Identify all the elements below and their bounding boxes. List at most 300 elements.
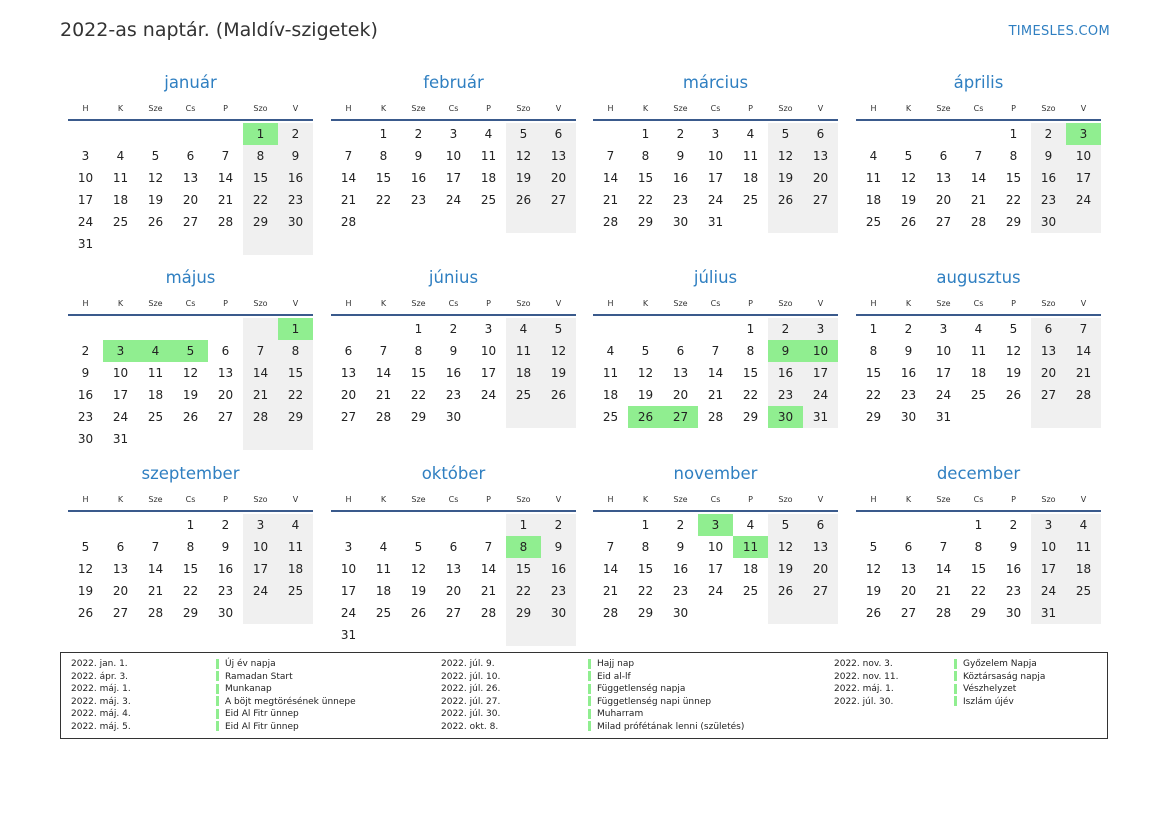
day-cell: 20	[672, 388, 689, 402]
day-cell: 4	[506, 318, 541, 340]
holiday-marker-icon	[216, 696, 219, 706]
day-cell: 12	[900, 171, 917, 185]
day-cell	[803, 602, 838, 624]
day-cell: 7	[243, 340, 278, 362]
day-cell: 13	[182, 171, 199, 185]
weekday-label: K	[380, 495, 387, 504]
legend-date: 2022. máj. 1.	[71, 684, 131, 695]
day-cell: 5	[869, 540, 878, 554]
day-cell	[541, 406, 576, 428]
day-cell: 31	[77, 237, 94, 251]
week-row	[68, 318, 313, 340]
weekday-label: P	[223, 104, 228, 113]
day-cell: 10	[1031, 536, 1066, 558]
legend-date: 2022. máj. 1.	[834, 684, 894, 695]
week-row	[331, 167, 576, 189]
day-cell: 24	[803, 384, 838, 406]
day-cell: 23	[900, 388, 917, 402]
day-cell: 20	[803, 167, 838, 189]
week-row	[856, 384, 1101, 406]
day-cell: 22	[865, 388, 882, 402]
legend-holiday-name: Eid Al Fitr ünnep	[225, 709, 299, 720]
weekday-label: Sze	[673, 495, 688, 504]
week-row	[593, 189, 838, 211]
day-cell: 26	[1005, 388, 1022, 402]
day-cell: 16	[1005, 562, 1022, 576]
weekday-label: Sze	[936, 104, 951, 113]
day-cell: 5	[173, 340, 208, 362]
weekday-label: V	[817, 299, 824, 308]
weekday-label: P	[748, 299, 753, 308]
day-cell: 13	[935, 171, 952, 185]
weekday-label: Cs	[710, 104, 721, 113]
day-cell: 26	[865, 606, 882, 620]
day-cell: 28	[217, 215, 234, 229]
day-cell: 25	[865, 215, 882, 229]
day-cell: 1	[869, 322, 878, 336]
day-cell: 10	[480, 344, 497, 358]
month-name: augusztus	[936, 268, 1021, 287]
week-row	[856, 514, 1101, 536]
day-cell	[803, 211, 838, 233]
day-cell: 15	[637, 171, 654, 185]
day-cell	[138, 318, 173, 340]
day-cell: 30	[900, 410, 917, 424]
holiday-marker-icon	[216, 709, 219, 719]
day-cell: 16	[77, 388, 94, 402]
holiday-marker-icon	[588, 696, 591, 706]
legend-entry	[216, 683, 356, 696]
week-row	[331, 558, 576, 580]
day-cell: 30	[278, 211, 313, 233]
holiday-marker-icon	[954, 684, 957, 694]
day-cell: 29	[506, 602, 541, 624]
legend-entry	[954, 658, 1045, 671]
day-cell: 21	[340, 193, 357, 207]
day-cell: 24	[112, 410, 129, 424]
day-cell: 2	[1031, 123, 1066, 145]
legend-entry	[216, 721, 356, 734]
week-row	[331, 602, 576, 624]
day-cell: 22	[182, 584, 199, 598]
day-cell: 5	[506, 123, 541, 145]
day-cell	[366, 514, 401, 536]
week-row	[68, 580, 313, 602]
day-cell: 20	[935, 193, 952, 207]
day-cell: 18	[602, 388, 619, 402]
weekday-label: Cs	[448, 495, 459, 504]
legend-entry	[588, 683, 744, 696]
day-cell: 19	[865, 584, 882, 598]
day-cell: 8	[186, 540, 195, 554]
day-cell	[1066, 406, 1101, 428]
day-cell: 7	[379, 344, 388, 358]
day-cell: 4	[116, 149, 125, 163]
day-cell: 9	[768, 340, 803, 362]
weekday-label: P	[1011, 104, 1016, 113]
day-cell: 6	[221, 344, 230, 358]
day-cell: 29	[637, 215, 654, 229]
week-row	[68, 558, 313, 580]
week-row	[331, 211, 576, 233]
day-cell	[541, 211, 576, 233]
legend-holiday-name: Hajj nap	[597, 659, 635, 669]
day-cell	[698, 318, 733, 340]
day-cell: 27	[663, 406, 698, 428]
day-cell: 5	[904, 149, 913, 163]
weekday-label: P	[486, 104, 491, 113]
day-cell: 29	[182, 606, 199, 620]
day-cell	[733, 602, 768, 624]
holiday-marker-icon	[588, 671, 591, 681]
weekday-label: H	[345, 495, 352, 504]
day-cell: 17	[803, 362, 838, 384]
day-cell: 9	[541, 536, 576, 558]
day-cell	[243, 602, 278, 624]
day-cell: 26	[77, 606, 94, 620]
day-cell: 7	[1066, 318, 1101, 340]
day-cell: 8	[641, 540, 650, 554]
day-cell: 9	[81, 366, 90, 380]
day-cell: 12	[182, 366, 199, 380]
weekday-label: K	[905, 299, 912, 308]
day-cell: 11	[733, 536, 768, 558]
weekday-label: V	[817, 495, 824, 504]
day-cell: 26	[541, 384, 576, 406]
month-block	[68, 268, 313, 450]
month-name: szeptember	[141, 464, 240, 483]
day-cell: 5	[768, 123, 803, 145]
day-cell: 3	[1066, 123, 1101, 145]
week-row	[68, 167, 313, 189]
day-cell: 26	[506, 189, 541, 211]
day-cell: 1	[243, 123, 278, 145]
legend-date-column	[71, 658, 131, 734]
legend-date-column	[441, 658, 500, 734]
day-cell: 12	[410, 562, 427, 576]
week-row	[593, 558, 838, 580]
day-cell: 26	[768, 580, 803, 602]
day-cell: 13	[340, 366, 357, 380]
weekday-label: K	[117, 495, 124, 504]
month-name: február	[423, 73, 484, 92]
weekday-label: V	[1080, 495, 1087, 504]
day-cell: 28	[147, 606, 164, 620]
weekday-label: Cs	[973, 299, 984, 308]
day-cell: 9	[1031, 145, 1066, 167]
weekday-label: K	[117, 104, 124, 113]
day-cell	[698, 602, 733, 624]
week-row	[68, 384, 313, 406]
day-cell: 25	[970, 388, 987, 402]
week-row	[331, 624, 576, 646]
day-cell: 6	[904, 540, 913, 554]
legend-holiday-name: Új év napja	[225, 659, 276, 669]
week-row	[856, 318, 1101, 340]
day-cell	[243, 428, 278, 450]
day-cell: 5	[641, 344, 650, 358]
day-cell: 16	[768, 362, 803, 384]
day-cell	[208, 318, 243, 340]
weekday-label: P	[748, 495, 753, 504]
day-cell: 8	[974, 540, 983, 554]
day-cell: 22	[243, 189, 278, 211]
day-cell: 9	[278, 145, 313, 167]
week-row	[331, 536, 576, 558]
day-cell: 18	[742, 171, 759, 185]
weekday-label: Szo	[778, 299, 793, 308]
day-cell: 14	[970, 171, 987, 185]
day-cell: 7	[606, 149, 615, 163]
day-cell	[506, 406, 541, 428]
week-row	[593, 362, 838, 384]
weekday-label: V	[555, 299, 562, 308]
day-cell: 20	[1031, 362, 1066, 384]
day-cell	[173, 233, 208, 255]
day-cell	[401, 624, 436, 646]
day-cell: 25	[1066, 580, 1101, 602]
day-cell: 8	[506, 536, 541, 558]
legend-date: 2022. máj. 5.	[71, 721, 131, 732]
day-cell: 31	[935, 410, 952, 424]
day-cell: 6	[1031, 318, 1066, 340]
day-cell	[173, 123, 208, 145]
legend-holiday-name: Milad prófétának lenni (születés)	[597, 721, 745, 732]
day-cell: 15	[742, 366, 759, 380]
day-cell: 8	[278, 340, 313, 362]
day-cell: 17	[1066, 167, 1101, 189]
legend-holiday-name: Ramadan Start	[225, 671, 293, 682]
holiday-legend	[60, 652, 1108, 739]
day-cell: 24	[707, 584, 724, 598]
weekday-label: V	[1080, 104, 1087, 113]
day-cell: 22	[278, 384, 313, 406]
legend-date: 2022. ápr. 3.	[71, 671, 129, 682]
day-cell: 30	[1005, 606, 1022, 620]
weekday-label: H	[82, 299, 89, 308]
day-cell: 11	[278, 536, 313, 558]
site-link[interactable]: TIMESLES.COM	[1008, 24, 1110, 39]
day-cell: 11	[602, 366, 619, 380]
day-cell: 1	[414, 322, 423, 336]
weekday-label: H	[870, 299, 877, 308]
week-row	[593, 318, 838, 340]
weekday-label: Szo	[1041, 104, 1056, 113]
day-cell: 4	[974, 322, 983, 336]
legend-date: 2022. júl. 27.	[441, 696, 501, 707]
legend-entry	[954, 696, 1045, 709]
day-cell: 25	[375, 606, 392, 620]
day-cell: 9	[221, 540, 230, 554]
weekday-label: Sze	[148, 104, 163, 113]
weekday-header	[856, 103, 1101, 121]
day-cell: 3	[711, 127, 720, 141]
day-cell: 19	[900, 193, 917, 207]
day-cell: 21	[375, 388, 392, 402]
day-cell: 14	[480, 562, 497, 576]
weekday-label: Szo	[1041, 299, 1056, 308]
day-cell: 6	[676, 344, 685, 358]
day-cell: 27	[182, 215, 199, 229]
weekday-label: K	[642, 104, 649, 113]
day-cell: 4	[379, 540, 388, 554]
legend-name-column	[588, 658, 744, 734]
day-cell: 2	[541, 514, 576, 536]
week-row	[856, 536, 1101, 558]
week-row	[856, 189, 1101, 211]
week-row	[68, 233, 313, 255]
day-cell	[103, 123, 138, 145]
legend-entry	[216, 671, 356, 684]
weekday-label: K	[642, 299, 649, 308]
weekday-label: H	[870, 104, 877, 113]
day-cell	[961, 123, 996, 145]
day-cell	[1066, 602, 1101, 624]
legend-name-column	[216, 658, 356, 734]
day-cell: 30	[1031, 211, 1066, 233]
day-cell: 13	[900, 562, 917, 576]
weekday-label: H	[607, 104, 614, 113]
day-cell: 29	[970, 606, 987, 620]
day-cell: 18	[278, 558, 313, 580]
weekday-label: Szo	[778, 495, 793, 504]
weekday-label: Szo	[516, 299, 531, 308]
day-cell: 25	[742, 584, 759, 598]
day-cell: 11	[480, 149, 497, 163]
day-cell: 26	[768, 189, 803, 211]
weekday-label: Sze	[148, 495, 163, 504]
day-cell: 30	[77, 432, 94, 446]
day-cell: 3	[484, 322, 493, 336]
week-row	[331, 189, 576, 211]
day-cell: 29	[1005, 215, 1022, 229]
day-cell	[331, 318, 366, 340]
day-cell: 31	[707, 215, 724, 229]
weekday-label: P	[223, 299, 228, 308]
holiday-marker-icon	[954, 671, 957, 681]
day-cell: 2	[676, 127, 685, 141]
day-cell	[471, 211, 506, 233]
day-cell: 19	[77, 584, 94, 598]
day-cell	[278, 602, 313, 624]
legend-entry	[216, 708, 356, 721]
week-row	[331, 362, 576, 384]
weekday-label: Szo	[516, 104, 531, 113]
day-cell: 15	[278, 362, 313, 384]
day-cell: 31	[1031, 602, 1066, 624]
day-cell: 2	[278, 123, 313, 145]
day-cell: 15	[410, 366, 427, 380]
day-cell: 10	[340, 562, 357, 576]
legend-date: 2022. júl. 30.	[834, 696, 894, 707]
weekday-label: H	[82, 495, 89, 504]
week-row	[593, 536, 838, 558]
day-cell: 9	[904, 344, 913, 358]
day-cell: 4	[1066, 514, 1101, 536]
day-cell	[996, 406, 1031, 428]
day-cell: 29	[410, 410, 427, 424]
month-name: május	[165, 268, 216, 287]
day-cell: 8	[379, 149, 388, 163]
day-cell: 17	[707, 562, 724, 576]
legend-entry	[588, 671, 744, 684]
day-cell: 7	[606, 540, 615, 554]
weekday-label: H	[607, 299, 614, 308]
weekday-header	[68, 494, 313, 512]
day-cell	[208, 123, 243, 145]
day-cell: 24	[243, 580, 278, 602]
day-cell: 25	[602, 410, 619, 424]
day-cell: 20	[182, 193, 199, 207]
legend-holiday-name: Muharram	[597, 709, 644, 720]
legend-date: 2022. júl. 26.	[441, 684, 501, 695]
month-name: november	[673, 464, 758, 483]
weekday-label: Sze	[411, 104, 426, 113]
day-cell: 15	[970, 562, 987, 576]
day-cell: 7	[484, 540, 493, 554]
day-cell: 14	[1066, 340, 1101, 362]
day-cell: 5	[414, 540, 423, 554]
week-row	[856, 340, 1101, 362]
day-cell: 13	[445, 562, 462, 576]
day-cell: 23	[278, 189, 313, 211]
day-cell: 31	[340, 628, 357, 642]
weekday-label: P	[486, 495, 491, 504]
day-cell: 25	[147, 410, 164, 424]
weekday-header	[331, 298, 576, 316]
day-cell: 23	[541, 580, 576, 602]
day-cell: 3	[243, 514, 278, 536]
day-cell: 22	[410, 388, 427, 402]
weekday-label: P	[748, 104, 753, 113]
day-cell	[366, 211, 401, 233]
week-row	[68, 340, 313, 362]
weekday-label: P	[1011, 299, 1016, 308]
day-cell	[278, 233, 313, 255]
weekday-label: Szo	[1041, 495, 1056, 504]
holiday-marker-icon	[216, 721, 219, 731]
day-cell: 6	[449, 540, 458, 554]
month-block	[331, 268, 576, 428]
day-cell: 4	[746, 518, 755, 532]
weekday-label: V	[292, 104, 299, 113]
legend-date: 2022. nov. 11.	[834, 671, 899, 682]
weekday-label: Cs	[185, 495, 196, 504]
weekday-header	[68, 103, 313, 121]
holiday-marker-icon	[588, 721, 591, 731]
day-cell: 28	[935, 606, 952, 620]
week-row	[68, 211, 313, 233]
day-cell: 17	[340, 584, 357, 598]
day-cell: 25	[278, 580, 313, 602]
weekday-label: H	[607, 495, 614, 504]
day-cell: 16	[278, 167, 313, 189]
month-block	[856, 268, 1101, 428]
day-cell: 4	[746, 127, 755, 141]
day-cell: 20	[445, 584, 462, 598]
weekday-label: V	[292, 299, 299, 308]
day-cell: 18	[1066, 558, 1101, 580]
day-cell: 14	[217, 171, 234, 185]
day-cell: 14	[243, 362, 278, 384]
weekday-label: Sze	[411, 299, 426, 308]
holiday-marker-icon	[588, 684, 591, 694]
day-cell: 1	[278, 318, 313, 340]
day-cell: 20	[340, 388, 357, 402]
day-cell	[103, 514, 138, 536]
day-cell: 12	[768, 145, 803, 167]
weekday-label: H	[345, 104, 352, 113]
